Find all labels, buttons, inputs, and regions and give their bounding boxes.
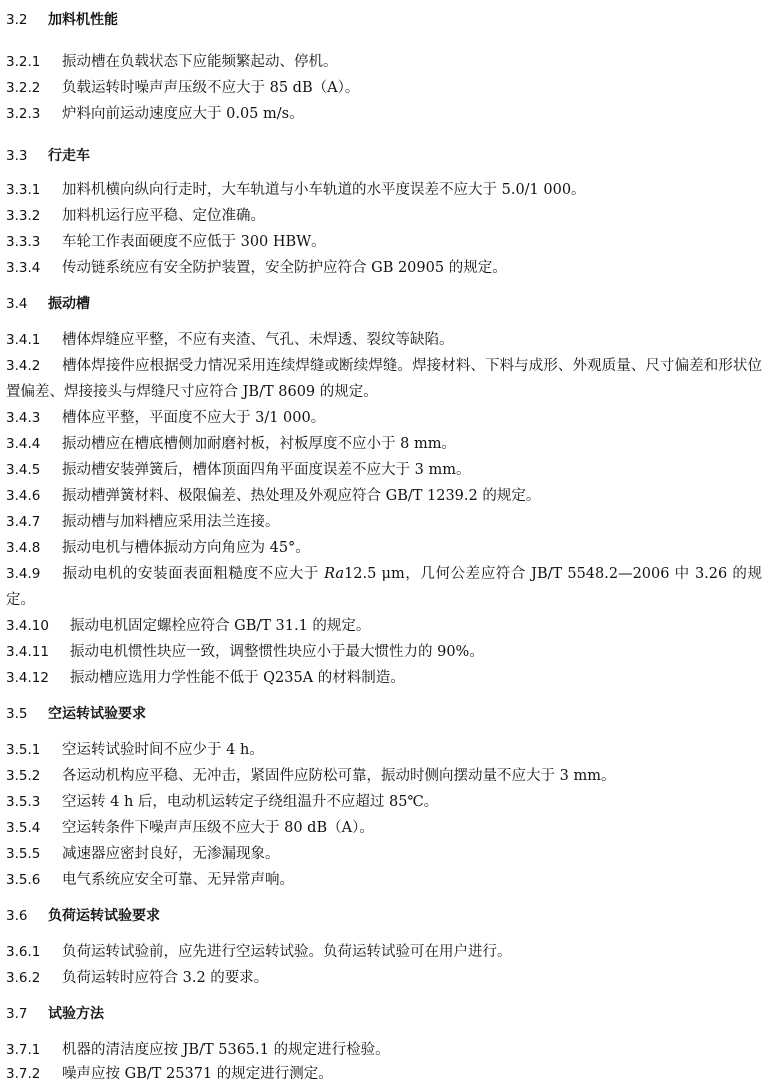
clause-text: 振动槽弹簧材料、极限偏差、热处理及外观应符合 GB/T 1239.2 的规定。 (62, 488, 541, 504)
clause-number: 3.3.4 (6, 260, 41, 276)
section-title: 负荷运转试验要求 (48, 908, 160, 924)
section-number: 3.7 (6, 1006, 28, 1022)
clause-3-4-9 (6, 561, 762, 613)
clause-text: 减速器应密封良好，无渗漏现象。 (62, 846, 280, 862)
clause-text-post: 12.5 μm，几何公差应符合 JB/T 5548.2—2006 中 3.26 的规定。 (6, 566, 763, 608)
clause-text: 振动电机固定螺栓应符合 GB/T 31.1 的规定。 (70, 618, 371, 634)
clause-text: 各运动机构应平稳、无冲击，紧固件应防松可靠，振动时侧向摆动量不应大于 3 mm。 (62, 768, 616, 784)
clause-3-5-5 (6, 844, 280, 864)
clause-3-7-2 (6, 1064, 333, 1084)
clause-3-4-4 (6, 434, 456, 454)
clause-number: 3.4.9 (6, 566, 41, 582)
clause-text: 加料机运行应平稳、定位准确。 (62, 208, 265, 224)
section-title: 加料机性能 (48, 12, 118, 28)
clause-3-5-6 (6, 870, 294, 890)
section-heading-3-5 (6, 704, 146, 724)
clause-3-7-1 (6, 1040, 390, 1060)
clause-number: 3.4.6 (6, 488, 41, 504)
clause-3-4-2 (6, 353, 762, 405)
clause-3-3-2 (6, 206, 265, 226)
clause-3-4-11 (6, 642, 484, 662)
clause-3-2-2 (6, 78, 359, 98)
clause-3-5-1 (6, 740, 264, 760)
clause-text: 空运转 4 h 后，电动机运转定子绕组温升不应超过 85℃。 (62, 794, 439, 810)
section-number: 3.3 (6, 148, 28, 164)
section-heading-3-7 (6, 1004, 104, 1024)
clause-3-2-3 (6, 104, 304, 124)
clause-number: 3.3.3 (6, 234, 41, 250)
section-heading-3-4 (6, 294, 90, 314)
clause-number: 3.2.1 (6, 54, 41, 70)
clause-3-5-3 (6, 792, 438, 812)
clause-3-4-6 (6, 486, 540, 506)
section-number: 3.5 (6, 706, 28, 722)
section-number: 3.6 (6, 908, 28, 924)
clause-3-5-2 (6, 766, 615, 786)
roughness-symbol: Ra (324, 566, 345, 582)
clause-number: 3.4.1 (6, 332, 41, 348)
clause-number: 3.5.5 (6, 846, 41, 862)
clause-3-2-1 (6, 52, 338, 72)
clause-number: 3.4.3 (6, 410, 41, 426)
clause-number: 3.5.4 (6, 820, 41, 836)
clause-3-4-7 (6, 512, 280, 532)
clause-number: 3.4.4 (6, 436, 41, 452)
section-heading-3-2 (6, 10, 118, 30)
clause-number: 3.2.2 (6, 80, 41, 96)
clause-3-4-3 (6, 408, 325, 428)
clause-3-4-10 (6, 616, 370, 636)
clause-text: 振动槽在负载状态下应能频繁起动、停机。 (62, 54, 338, 70)
clause-number: 3.4.10 (6, 618, 49, 634)
clause-3-3-3 (6, 232, 326, 252)
clause-text: 负荷运转试验前，应先进行空运转试验。负荷运转试验可在用户进行。 (62, 944, 512, 960)
clause-text: 槽体焊接件应根据受力情况采用连续焊缝或断续焊缝。焊接材料、下料与成形、外观质量、尺寸偏差和形状位置偏差、焊接接头与焊缝尺寸应符合 JB/T 8609 的规定。 (6, 358, 762, 400)
clause-3-6-1 (6, 942, 512, 962)
clause-number: 3.7.1 (6, 1042, 41, 1058)
clause-3-4-12 (6, 668, 405, 688)
clause-3-4-8 (6, 538, 310, 558)
clause-number: 3.2.3 (6, 106, 41, 122)
clause-3-3-4 (6, 258, 507, 278)
clause-3-6-2 (6, 968, 268, 988)
clause-number: 3.4.2 (6, 358, 41, 374)
clause-number: 3.6.1 (6, 944, 41, 960)
clause-text: 电气系统应安全可靠、无异常声响。 (62, 872, 294, 888)
section-title: 振动槽 (48, 296, 90, 312)
clause-text: 车轮工作表面硬度不应低于 300 HBW。 (62, 234, 326, 250)
clause-number: 3.5.3 (6, 794, 41, 810)
clause-text: 负荷运转时应符合 3.2 的要求。 (62, 970, 269, 986)
clause-text: 加料机横向纵向行走时，大车轨道与小车轨道的水平度误差不应大于 5.0/1 000。 (62, 182, 586, 198)
section-heading-3-3 (6, 146, 90, 166)
clause-text-pre: 振动电机的安装面表面粗糙度不应大于 (62, 566, 325, 582)
clause-number: 3.4.12 (6, 670, 49, 686)
clause-number: 3.4.5 (6, 462, 41, 478)
clause-text: 槽体焊缝应平整，不应有夹渣、气孔、未焊透、裂纹等缺陷。 (62, 332, 454, 348)
section-title: 试验方法 (48, 1006, 104, 1022)
clause-3-3-1 (6, 180, 586, 200)
clause-text: 传动链系统应有安全防护装置，安全防护应符合 GB 20905 的规定。 (62, 260, 507, 276)
clause-3-5-4 (6, 818, 374, 838)
clause-number: 3.3.2 (6, 208, 41, 224)
clause-number: 3.4.8 (6, 540, 41, 556)
section-number: 3.4 (6, 296, 28, 312)
clause-text: 空运转条件下噪声声压级不应大于 80 dB（A）。 (62, 820, 374, 836)
section-number: 3.2 (6, 12, 28, 28)
section-title: 行走车 (48, 148, 90, 164)
clause-text: 空运转试验时间不应少于 4 h。 (62, 742, 264, 758)
clause-3-4-5 (6, 460, 470, 480)
section-title: 空运转试验要求 (48, 706, 146, 722)
clause-text: 槽体应平整，平面度不应大于 3/1 000。 (62, 410, 326, 426)
clause-text: 机器的清洁度应按 JB/T 5365.1 的规定进行检验。 (62, 1042, 390, 1058)
clause-text: 振动电机惯性块应一致，调整惯性块应小于最大惯性力的 90%。 (70, 644, 484, 660)
clause-number: 3.3.1 (6, 182, 41, 198)
clause-text: 振动槽与加料槽应采用法兰连接。 (62, 514, 280, 530)
clause-number: 3.5.2 (6, 768, 41, 784)
clause-number: 3.5.6 (6, 872, 41, 888)
clause-number: 3.6.2 (6, 970, 41, 986)
section-heading-3-6 (6, 906, 160, 926)
clause-number: 3.7.2 (6, 1066, 41, 1082)
clause-text: 噪声应按 GB/T 25371 的规定进行测定。 (62, 1066, 333, 1082)
clause-text: 振动槽安装弹簧后，槽体顶面四角平面度误差不应大于 3 mm。 (62, 462, 471, 478)
clause-text: 振动电机与槽体振动方向角应为 45°。 (62, 540, 310, 556)
clause-text: 振动槽应在槽底槽侧加耐磨衬板，衬板厚度不应小于 8 mm。 (62, 436, 456, 452)
clause-3-4-1 (6, 330, 454, 350)
clause-text: 振动槽应选用力学性能不低于 Q235A 的材料制造。 (70, 670, 405, 686)
clause-text: 负载运转时噪声声压级不应大于 85 dB（A）。 (62, 80, 360, 96)
clause-number: 3.5.1 (6, 742, 41, 758)
clause-number: 3.4.7 (6, 514, 41, 530)
clause-number: 3.4.11 (6, 644, 49, 660)
clause-text: 炉料向前运动速度应大于 0.05 m/s。 (62, 106, 304, 122)
